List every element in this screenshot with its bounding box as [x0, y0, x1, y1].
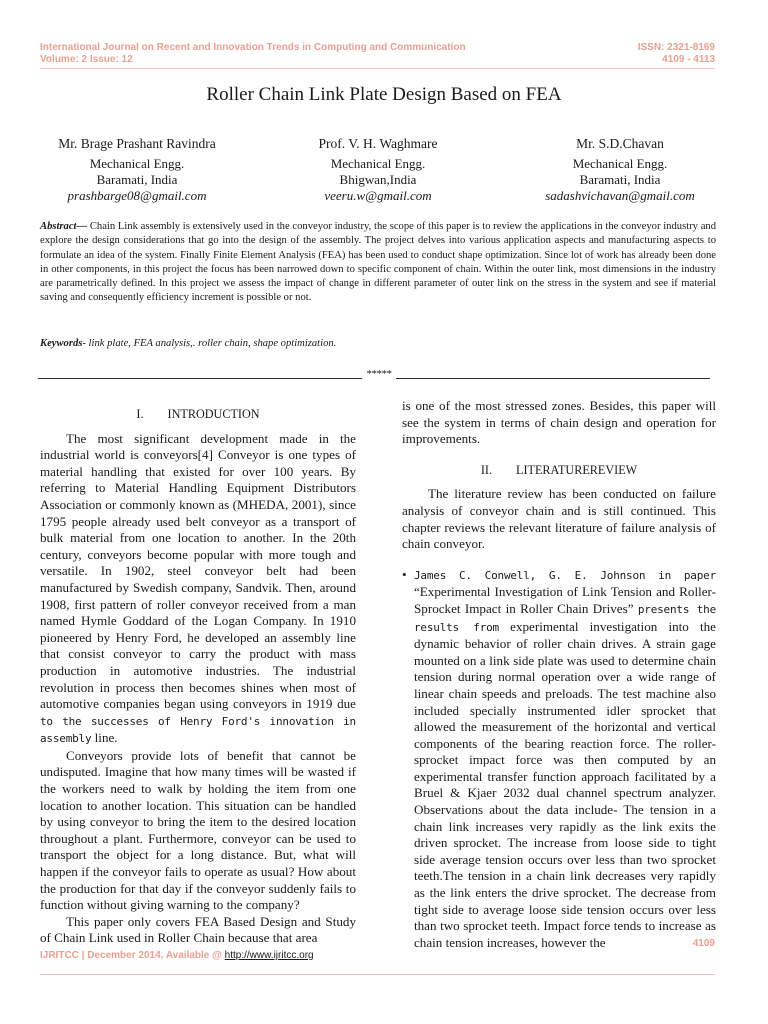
- volume-issue: Volume: 2 Issue: 12: [40, 54, 133, 65]
- author-2: [268, 136, 488, 204]
- journal-link[interactable]: http://www.ijritcc.org: [224, 950, 314, 961]
- author-dept: Mechanical Engg.: [572, 156, 668, 171]
- author-dept: Mechanical Engg.: [89, 156, 185, 171]
- author-name: Prof. V. H. Waghmare: [318, 136, 438, 151]
- issn-header: [638, 42, 715, 66]
- keywords-text: - link plate, FEA analysis,. roller chain, shape optimization.: [82, 338, 337, 349]
- section-number: I.: [136, 407, 144, 421]
- bullet-icon: •: [402, 566, 407, 582]
- paragraph: This paper only covers FEA Based Design and Study of Chain Link used in Roller Chain because that area: [40, 913, 356, 946]
- keywords: [40, 338, 336, 349]
- paper-title: Roller Chain Link Plate Design Based on FEA: [206, 84, 562, 105]
- author-name: Mr. Brage Prashant Ravindra: [58, 136, 216, 151]
- paragraph: The most significant development made in the industrial world is conveyors[4] Conveyor is one types of material handling that existed for over 100 years. By referring to Material Handling Equipment Distributors Association or commonly known as (MHEDA, 2001), since 1795 people already used belt conveyor as a transport of bulk material from one location to another. In the 20th century, conveyors become popular with more tough and versatile. In 1902, steel conveyor belt had been manufactured by Swedish company, Sandvik. Then, around 1908, first pattern of roller conveyor received from a man named Hymle Goddard of the Logan Company. In 1910 pioneered by Henry Ford, he developed an assembly line that consist conveyor to carry the product with mass production in automotive industries. The industrial revolution in process then becomes shines when most of automotive companies began using conveyors in 1919 due to the successes of Henry Ford's innovation in assembly line.: [40, 430, 356, 746]
- section-separator: [38, 369, 718, 381]
- author-location: Baramati, India: [579, 172, 661, 187]
- section-number: II.: [480, 462, 492, 477]
- author-email: veeru.w@gmail.com: [324, 188, 432, 203]
- page-number: 4109: [692, 938, 715, 949]
- author-3: [510, 136, 730, 204]
- section-heading-introduction: [40, 406, 356, 423]
- author-location: Bhigwan,India: [339, 172, 417, 187]
- author-1: [27, 136, 247, 204]
- author-location: Baramati, India: [96, 172, 178, 187]
- separator-stars: *****: [366, 368, 392, 380]
- page-range: 4109 - 4113: [662, 54, 715, 65]
- paragraph: Conveyors provide lots of benefit that cannot be undisputed. Imagine that how many times will be wasted if the workers need to walk by holding the item from one location to another location. This situation can be handled by using conveyor to bring the item to the desired location throughout a plant. Furthermore, conveyor can be used to transport the object for a long distance. But, what will happen if the conveyor fails to operate as usual? How about the production for that day if the conveyor suddenly fails to function without giving warning to the company?: [40, 747, 356, 913]
- section-heading-literature-review: [402, 462, 716, 479]
- reference-title: “Experimental Investigation of Link Tension and Roller-Sprocket Impact in Roller Chain Drives”: [414, 584, 716, 616]
- abstract-label: Abstract—: [40, 221, 88, 232]
- monospaced-phrase: presents the results from: [414, 602, 716, 634]
- list-item: [402, 567, 716, 952]
- footer-rule: [40, 974, 715, 975]
- header-rule: [40, 68, 715, 69]
- abstract: [40, 220, 716, 306]
- author-dept: Mechanical Engg.: [330, 156, 426, 171]
- journal-header: [40, 42, 466, 66]
- issn: ISSN: 2321-8169: [637, 42, 715, 53]
- author-email: prashbarge08@gmail.com: [67, 188, 207, 203]
- section-title: LITERATUREREVIEW: [516, 462, 638, 477]
- footer-text: IJRITCC | December 2014, Available @: [40, 950, 225, 961]
- author-name: Mr. S.D.Chavan: [576, 136, 664, 151]
- paragraph-continued: is one of the most stressed zones. Besides, this paper will see the system in terms of chain design and operation for improvements.: [402, 398, 716, 447]
- left-column: [40, 406, 356, 947]
- reference-body: experimental investigation into the dynamic behavior of roller chain drives. A strain gage mounted on a link side plate was used to determine chain tension during normal operation over a wide range of linear chain speeds and preloads. The test machine also included specially instrumented idler sprocket that allowed the measurement of the horizontal and vertical components of the bearing reaction force. The roller-sprocket impact force was then computed by an experimental transfer function approach facilitated by a Bruel & Kjaer 2032 dual channel spectrum analyzer. Observations about the data include- The tension in a chain link increases very rapidly as the link exits the driven sprocket. The increase from loose side to tight side average tension occurs over less than two sprocket teeth.The tension in a chain link decreases very rapidly as the link enters the drive sprocket. The decrease from tight side to average loose side tension occurs over less than two sprocket teeth. Impact force tends to increase as chain tension increases, however the: [414, 618, 716, 950]
- abstract-text: Chain Link assembly is extensively used in the conveyor industry, the scope of this paper is to review the applications in the conveyor industry and explore the design considerations that go into the design of the assembly. The project delves into various application aspects and manufacturing aspects to formulate an idea of the system. Finally Finite Element Analysis (FEA) has been used to conduct shape optimization. Since lot of work has already been done in other components, in this project the focus has been narrowed down to specific component of chain. Within the outer link, most dimensions in the industry are parametrically defined. In this project we assess the impact of change in different parameter of outer link on the stress in the system and see if material saving and consequently efficiency increment is possible or not.: [40, 221, 716, 304]
- author-email: sadashvichavan@gmail.com: [545, 188, 695, 203]
- monospaced-line: to the successes of Henry Ford's innovation in assembly: [40, 714, 356, 746]
- section-title: INTRODUCTION: [167, 407, 260, 421]
- keywords-label: Keywords: [40, 338, 83, 349]
- footer: [40, 950, 314, 961]
- reference-authors: James C. Conwell, G. E. Johnson in paper: [414, 568, 716, 582]
- paragraph: The literature review has been conducted on failure analysis of conveyor chain and is still continued. This chapter reviews the relevant literature of failure analysis of chain conveyor.: [402, 486, 716, 552]
- journal-name: International Journal on Recent and Innovation Trends in Computing and Communication: [40, 42, 466, 53]
- right-column: [402, 398, 716, 951]
